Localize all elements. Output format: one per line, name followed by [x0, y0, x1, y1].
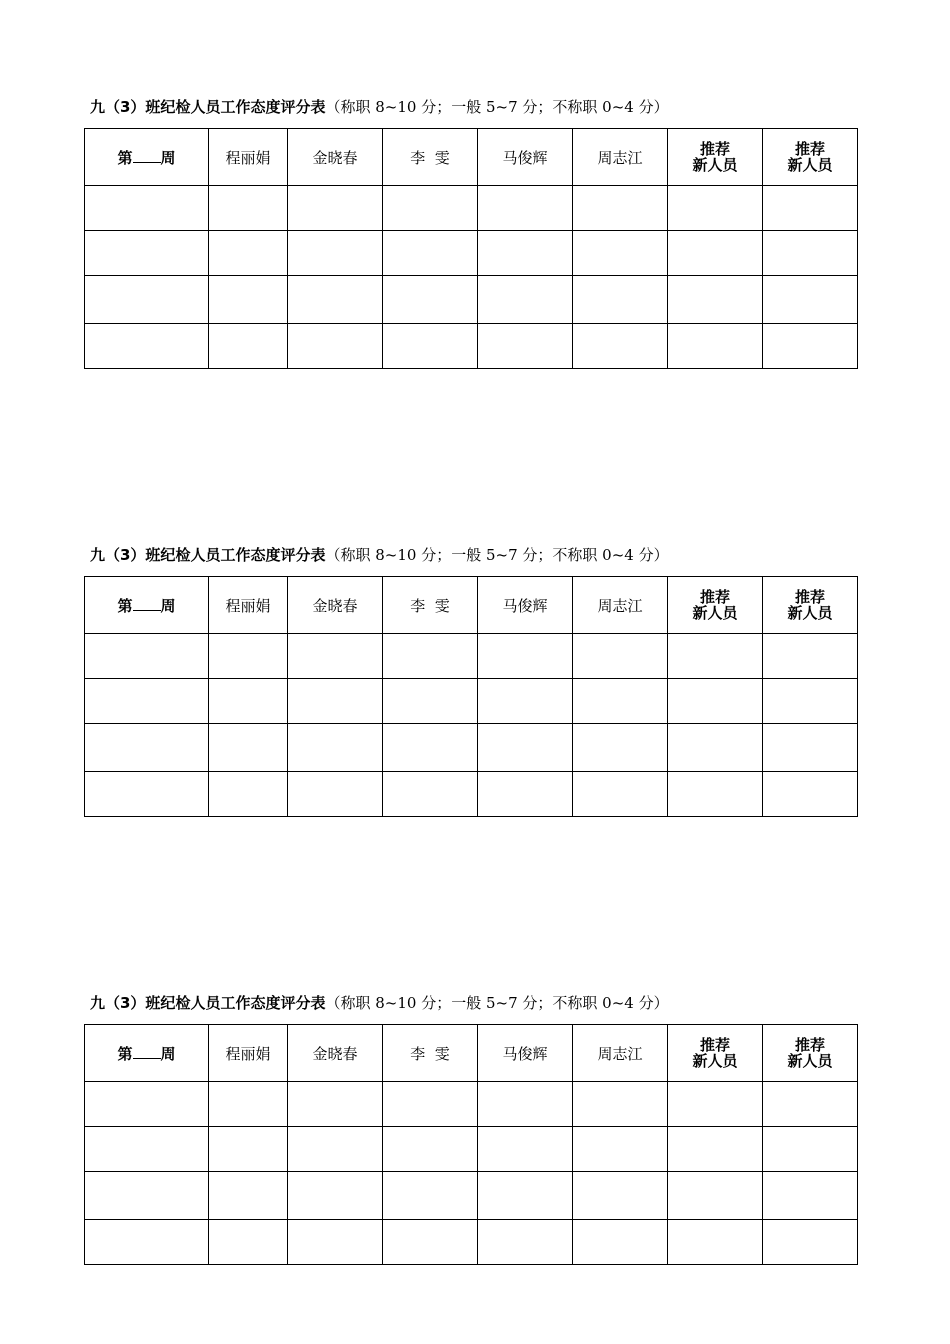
blank-cell[interactable]	[668, 724, 763, 772]
blank-cell[interactable]	[85, 1172, 209, 1220]
blank-cell[interactable]	[209, 1220, 288, 1265]
blank-cell[interactable]	[763, 1220, 858, 1265]
score-table	[84, 128, 858, 369]
blank-cell[interactable]	[478, 634, 573, 679]
member-header-cell: 周志江	[573, 577, 668, 634]
blank-cell[interactable]	[288, 324, 383, 369]
member-header-cell: 李 雯	[383, 1025, 478, 1082]
blank-cell[interactable]	[763, 634, 858, 679]
score-row	[85, 1220, 858, 1265]
blank-cell[interactable]	[288, 1127, 383, 1172]
week-prefix: 第	[117, 148, 133, 167]
blank-cell[interactable]	[383, 276, 478, 324]
member-header-cell: 金晓春	[288, 577, 383, 634]
header-row	[85, 577, 858, 634]
blank-cell[interactable]	[478, 1082, 573, 1127]
blank-cell[interactable]	[383, 634, 478, 679]
score-row	[85, 276, 858, 324]
recommend-header-cell	[668, 577, 763, 634]
blank-cell[interactable]	[668, 186, 763, 231]
score-row	[85, 724, 858, 772]
recommend-label-line2: 新人员	[692, 1052, 738, 1070]
blank-cell[interactable]	[478, 276, 573, 324]
form-title-scoring-note: （称职 8~10 分；一般 5~7 分；不称职 0~4 分）	[325, 546, 669, 564]
recommend-header-cell	[668, 129, 763, 186]
week-suffix: 周	[160, 1044, 176, 1063]
blank-cell[interactable]	[763, 276, 858, 324]
blank-cell[interactable]	[209, 1127, 288, 1172]
blank-cell[interactable]	[85, 231, 209, 276]
week-suffix: 周	[160, 596, 176, 615]
blank-cell[interactable]	[85, 634, 209, 679]
blank-cell[interactable]	[763, 1127, 858, 1172]
member-header-cell: 马俊辉	[478, 1025, 573, 1082]
blank-cell[interactable]	[668, 231, 763, 276]
blank-cell[interactable]	[763, 1082, 858, 1127]
blank-cell[interactable]	[478, 186, 573, 231]
blank-cell[interactable]	[288, 1172, 383, 1220]
blank-cell[interactable]	[209, 276, 288, 324]
blank-cell[interactable]	[573, 186, 668, 231]
week-number-blank[interactable]	[133, 1044, 161, 1059]
blank-cell[interactable]	[478, 679, 573, 724]
week-number-blank[interactable]	[133, 596, 161, 611]
blank-cell[interactable]	[763, 724, 858, 772]
week-header-cell	[85, 129, 209, 186]
blank-cell[interactable]	[288, 186, 383, 231]
recommend-label-line1: 推荐	[794, 588, 825, 606]
recommend-label-line2: 新人员	[787, 156, 833, 174]
score-row	[85, 679, 858, 724]
blank-cell[interactable]	[478, 231, 573, 276]
blank-cell[interactable]	[573, 1172, 668, 1220]
score-row	[85, 324, 858, 369]
blank-cell[interactable]	[478, 724, 573, 772]
recommend-label-line2: 新人员	[787, 604, 833, 622]
recommend-header-cell	[763, 577, 858, 634]
member-header-cell: 马俊辉	[478, 129, 573, 186]
form-title-scoring-note: （称职 8~10 分；一般 5~7 分；不称职 0~4 分）	[325, 994, 669, 1012]
recommend-label-line1: 推荐	[699, 1036, 730, 1054]
blank-cell[interactable]	[288, 634, 383, 679]
blank-cell[interactable]	[383, 231, 478, 276]
member-header-cell: 周志江	[573, 129, 668, 186]
blank-cell[interactable]	[209, 679, 288, 724]
score-row	[85, 1082, 858, 1127]
form-title	[90, 993, 669, 1013]
header-row	[85, 1025, 858, 1082]
score-table	[84, 576, 858, 817]
score-row	[85, 1172, 858, 1220]
blank-cell[interactable]	[288, 231, 383, 276]
blank-cell[interactable]	[478, 1172, 573, 1220]
blank-cell[interactable]	[209, 634, 288, 679]
blank-cell[interactable]	[573, 679, 668, 724]
blank-cell[interactable]	[383, 1082, 478, 1127]
blank-cell[interactable]	[763, 186, 858, 231]
recommend-label-line2: 新人员	[692, 156, 738, 174]
week-header-cell	[85, 577, 209, 634]
score-row	[85, 186, 858, 231]
blank-cell[interactable]	[288, 772, 383, 817]
form-title	[90, 97, 669, 117]
blank-cell[interactable]	[85, 772, 209, 817]
blank-cell[interactable]	[573, 1082, 668, 1127]
recommend-label-line2: 新人员	[692, 604, 738, 622]
blank-cell[interactable]	[763, 1172, 858, 1220]
week-suffix: 周	[160, 148, 176, 167]
blank-cell[interactable]	[573, 724, 668, 772]
week-number-blank[interactable]	[133, 148, 161, 163]
member-header-cell: 金晓春	[288, 129, 383, 186]
member-header-cell: 李 雯	[383, 129, 478, 186]
blank-cell[interactable]	[383, 679, 478, 724]
blank-cell[interactable]	[478, 324, 573, 369]
recommend-label-line2: 新人员	[787, 1052, 833, 1070]
blank-cell[interactable]	[383, 1127, 478, 1172]
member-header-cell: 程丽娟	[209, 577, 288, 634]
blank-cell[interactable]	[478, 1220, 573, 1265]
blank-cell[interactable]	[288, 1082, 383, 1127]
member-header-cell: 周志江	[573, 1025, 668, 1082]
score-row	[85, 772, 858, 817]
blank-cell[interactable]	[209, 724, 288, 772]
blank-cell[interactable]	[85, 186, 209, 231]
blank-cell[interactable]	[288, 1220, 383, 1265]
recommend-label-line1: 推荐	[699, 140, 730, 158]
blank-cell[interactable]	[209, 772, 288, 817]
blank-cell[interactable]	[209, 324, 288, 369]
blank-cell[interactable]	[85, 276, 209, 324]
form-title-main: 九（3）班纪检人员工作态度评分表	[90, 98, 326, 116]
blank-cell[interactable]	[763, 324, 858, 369]
member-header-cell: 马俊辉	[478, 577, 573, 634]
week-prefix: 第	[117, 596, 133, 615]
blank-cell[interactable]	[383, 186, 478, 231]
blank-cell[interactable]	[668, 679, 763, 724]
recommend-label-line1: 推荐	[699, 588, 730, 606]
blank-cell[interactable]	[573, 324, 668, 369]
week-prefix: 第	[117, 1044, 133, 1063]
blank-cell[interactable]	[85, 1220, 209, 1265]
blank-cell[interactable]	[668, 1172, 763, 1220]
blank-cell[interactable]	[668, 772, 763, 817]
blank-cell[interactable]	[668, 1127, 763, 1172]
recommend-label-line1: 推荐	[794, 140, 825, 158]
blank-cell[interactable]	[209, 1172, 288, 1220]
score-table	[84, 1024, 858, 1265]
recommend-header-cell	[763, 129, 858, 186]
blank-cell[interactable]	[668, 276, 763, 324]
form-title	[90, 545, 669, 565]
blank-cell[interactable]	[573, 772, 668, 817]
blank-cell[interactable]	[85, 724, 209, 772]
blank-cell[interactable]	[763, 772, 858, 817]
blank-cell[interactable]	[668, 1220, 763, 1265]
blank-cell[interactable]	[573, 276, 668, 324]
member-header-cell: 程丽娟	[209, 1025, 288, 1082]
member-header-cell: 程丽娟	[209, 129, 288, 186]
form-title-scoring-note: （称职 8~10 分；一般 5~7 分；不称职 0~4 分）	[325, 98, 669, 116]
blank-cell[interactable]	[573, 1220, 668, 1265]
blank-cell[interactable]	[288, 276, 383, 324]
score-row	[85, 1127, 858, 1172]
blank-cell[interactable]	[383, 1220, 478, 1265]
blank-cell[interactable]	[383, 1172, 478, 1220]
blank-cell[interactable]	[85, 679, 209, 724]
blank-cell[interactable]	[85, 324, 209, 369]
blank-cell[interactable]	[668, 324, 763, 369]
member-header-cell: 金晓春	[288, 1025, 383, 1082]
blank-cell[interactable]	[668, 634, 763, 679]
blank-cell[interactable]	[573, 231, 668, 276]
blank-cell[interactable]	[383, 324, 478, 369]
recommend-header-cell	[763, 1025, 858, 1082]
blank-cell[interactable]	[763, 679, 858, 724]
blank-cell[interactable]	[85, 1127, 209, 1172]
member-header-cell: 李 雯	[383, 577, 478, 634]
blank-cell[interactable]	[668, 1082, 763, 1127]
score-row	[85, 634, 858, 679]
form-title-main: 九（3）班纪检人员工作态度评分表	[90, 994, 326, 1012]
blank-cell[interactable]	[209, 231, 288, 276]
blank-cell[interactable]	[209, 186, 288, 231]
blank-cell[interactable]	[763, 231, 858, 276]
recommend-header-cell	[668, 1025, 763, 1082]
header-row	[85, 129, 858, 186]
blank-cell[interactable]	[85, 1082, 209, 1127]
blank-cell[interactable]	[288, 679, 383, 724]
blank-cell[interactable]	[573, 1127, 668, 1172]
blank-cell[interactable]	[383, 724, 478, 772]
form-title-main: 九（3）班纪检人员工作态度评分表	[90, 546, 326, 564]
blank-cell[interactable]	[383, 772, 478, 817]
blank-cell[interactable]	[209, 1082, 288, 1127]
blank-cell[interactable]	[478, 772, 573, 817]
blank-cell[interactable]	[288, 724, 383, 772]
score-row	[85, 231, 858, 276]
week-header-cell	[85, 1025, 209, 1082]
recommend-label-line1: 推荐	[794, 1036, 825, 1054]
blank-cell[interactable]	[478, 1127, 573, 1172]
blank-cell[interactable]	[573, 634, 668, 679]
